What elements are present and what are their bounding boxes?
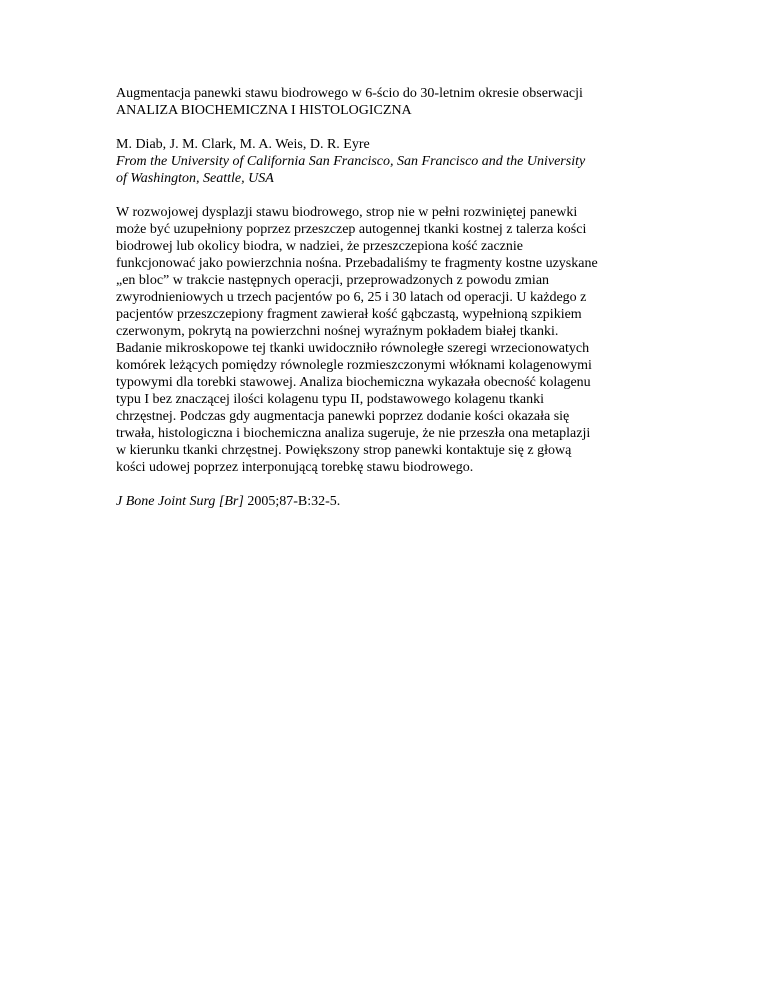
document-page [116,85,650,527]
abstract-line: Badanie mikroskopowe tej tkanki uwidoczniło równoległe szeregi wrzecionowatych [116,341,590,356]
title-line-caps: ANALIZA BIOCHEMICZNA I HISTOLOGICZNA [116,103,412,118]
abstract-line: typowymi dla torebki stawowej. Analiza biochemiczna wykazała obecność kolagenu [116,375,591,390]
affiliation-line: of Washington, Seattle, USA [116,171,274,186]
citation [116,493,650,510]
abstract-line: pacjentów przeszczepiony fragment zawierał kość gąbczastą, wypełnioną szpikiem [116,307,582,322]
abstract-line: zwyrodnieniowych u trzech pacjentów po 6, 25 i 30 latach od operacji. U każdego z [116,290,587,305]
journal-name: J Bone Joint Surg [Br] [116,494,244,509]
abstract-line: W rozwojowej dysplazji stawu biodrowego, strop nie w pełni rozwiniętej panewki [116,205,578,220]
abstract-line: może być uzupełniony poprzez przeszczep autogennej tkanki kostnej z talerza kości [116,222,587,237]
author-block [116,136,650,187]
abstract-line: typu I bez znaczącej ilości kolagenu typu II, podstawowego kolagenu tkanki [116,392,545,407]
author-list: M. Diab, J. M. Clark, M. A. Weis, D. R. Eyre [116,137,370,152]
abstract-line: w kierunku tkanki chrzęstnej. Powiększony strop panewki kontaktuje się z głową [116,443,572,458]
affiliation-line: From the University of California San Francisco, San Francisco and the University [116,154,586,169]
abstract-line: biodrowej lub okolicy biodra, w nadziei, że przeszczepiona kość zacznie [116,239,523,254]
title-line: Augmentacja panewki stawu biodrowego w 6-ścio do 30-letnim okresie obserwacji [116,86,583,101]
abstract-line: komórek leżących pomiędzy równolegle rozmieszczonymi włóknami kolagenowymi [116,358,592,373]
citation-details: 2005;87-B:32-5. [243,494,341,509]
abstract-line: funkcjonować jako powierzchnia nośna. Przebadaliśmy te fragmenty kostne uzyskane [116,256,598,271]
abstract-line: kości udowej poprzez interponującą torebkę stawu biodrowego. [116,460,474,475]
abstract-line: czerwonym, pokrytą na powierzchni nośnej wyraźnym pokładem białej tkanki. [116,324,559,339]
abstract-line: „en bloc” w trakcie następnych operacji, przeprowadzonych z powodu zmian [116,273,550,288]
abstract-line: trwała, histologiczna i biochemiczna analiza sugeruje, że nie przeszła ona metaplazji [116,426,591,441]
abstract-body [116,204,650,476]
abstract-line: chrzęstnej. Podczas gdy augmentacja panewki poprzez dodanie kości okazała się [116,409,570,424]
article-title [116,85,650,119]
